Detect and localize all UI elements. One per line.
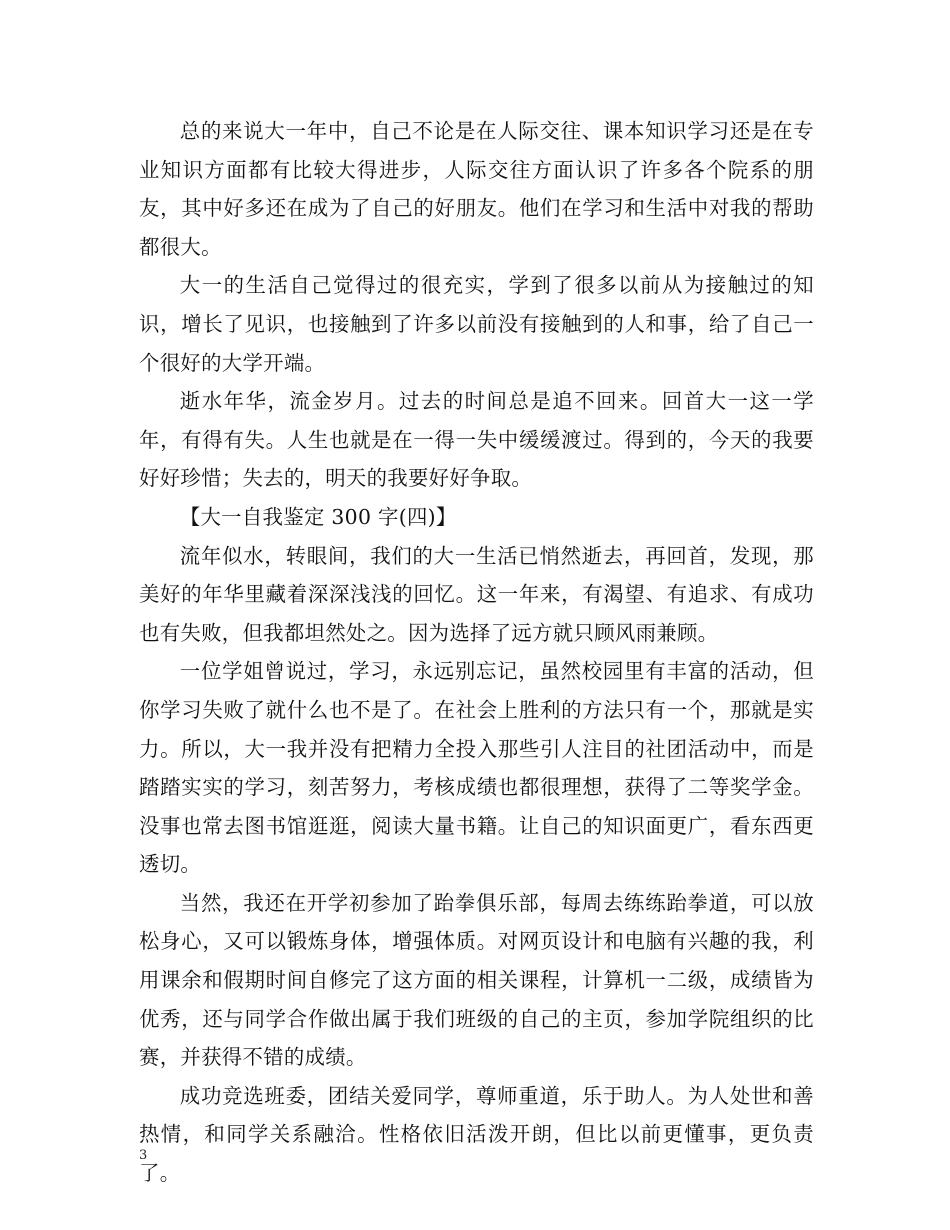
paragraph-college-life: 大一的生活自己觉得过的很充实，学到了很多以前从为接触过的知识，增长了见识，也接触到了许多以前没有接触到的人和事，给了自己一个很好的大学开端。 <box>139 273 814 375</box>
paragraph-summary: 总的来说大一年中，自己不论是在人际交往、课本知识学习还是在专业知识方面都有比较大得进步，人际交往方面认识了许多各个院系的朋友，其中好多还在成为了自己的好朋友。他们在学习和生活中对我的帮助都很大。 <box>139 119 814 259</box>
paragraph-class-committee: 成功竞选班委，团结关爱同学，尊师重道，乐于助人。为人处世和善热情，和同学关系融洽。性格依旧活泼开朗，但比以前更懂事，更负责了。 <box>139 1083 814 1186</box>
section-heading: 【大一自我鉴定 300 字(四)】 <box>179 504 457 529</box>
page-number: 3 <box>139 1148 148 1163</box>
paragraph-study: 一位学姐曾说过，学习，永远别忘记，虽然校园里有丰富的活动，但你学习失败了就什么也不是了。在社会上胜利的方法只有一个，那就是实力。所以，大一我并没有把精力全投入那些引人注目的社团活动中，而是踏踏实实的学习，刻苦努力，考核成绩也都很理想，获得了二等奖学金。没事也常去图书馆逛逛，阅读大量书籍。让自己的知识面更广，看东西更透切。 <box>139 659 814 877</box>
paragraph-time-passes: 逝水年华，流金岁月。过去的时间总是追不回来。回首大一这一学年，有得有失。人生也就是在一得一失中缓缓渡过。得到的，今天的我要好好珍惜；失去的，明天的我要好好争取。 <box>139 389 814 491</box>
paragraph-years-like-water: 流年似水，转眼间，我们的大一生活已悄然逝去，再回首，发现，那美好的年华里藏着深深浅浅的回忆。这一年来，有渴望、有追求、有成功也有失败，但我都坦然处之。因为选择了远方就只顾风雨兼顾。 <box>139 543 814 645</box>
document-body <box>139 112 814 1193</box>
paragraph-activities: 当然，我还在开学初参加了跆拳俱乐部，每周去练练跆拳道，可以放松身心，又可以锻炼身体，增强体质。对网页设计和电脑有兴趣的我，利用课余和假期时间自修完了这方面的相关课程，计算机一二级，成绩皆为优秀，还与同学合作做出属于我们班级的自己的主页，参加学院组织的比赛，并获得不错的成绩。 <box>139 890 814 1070</box>
